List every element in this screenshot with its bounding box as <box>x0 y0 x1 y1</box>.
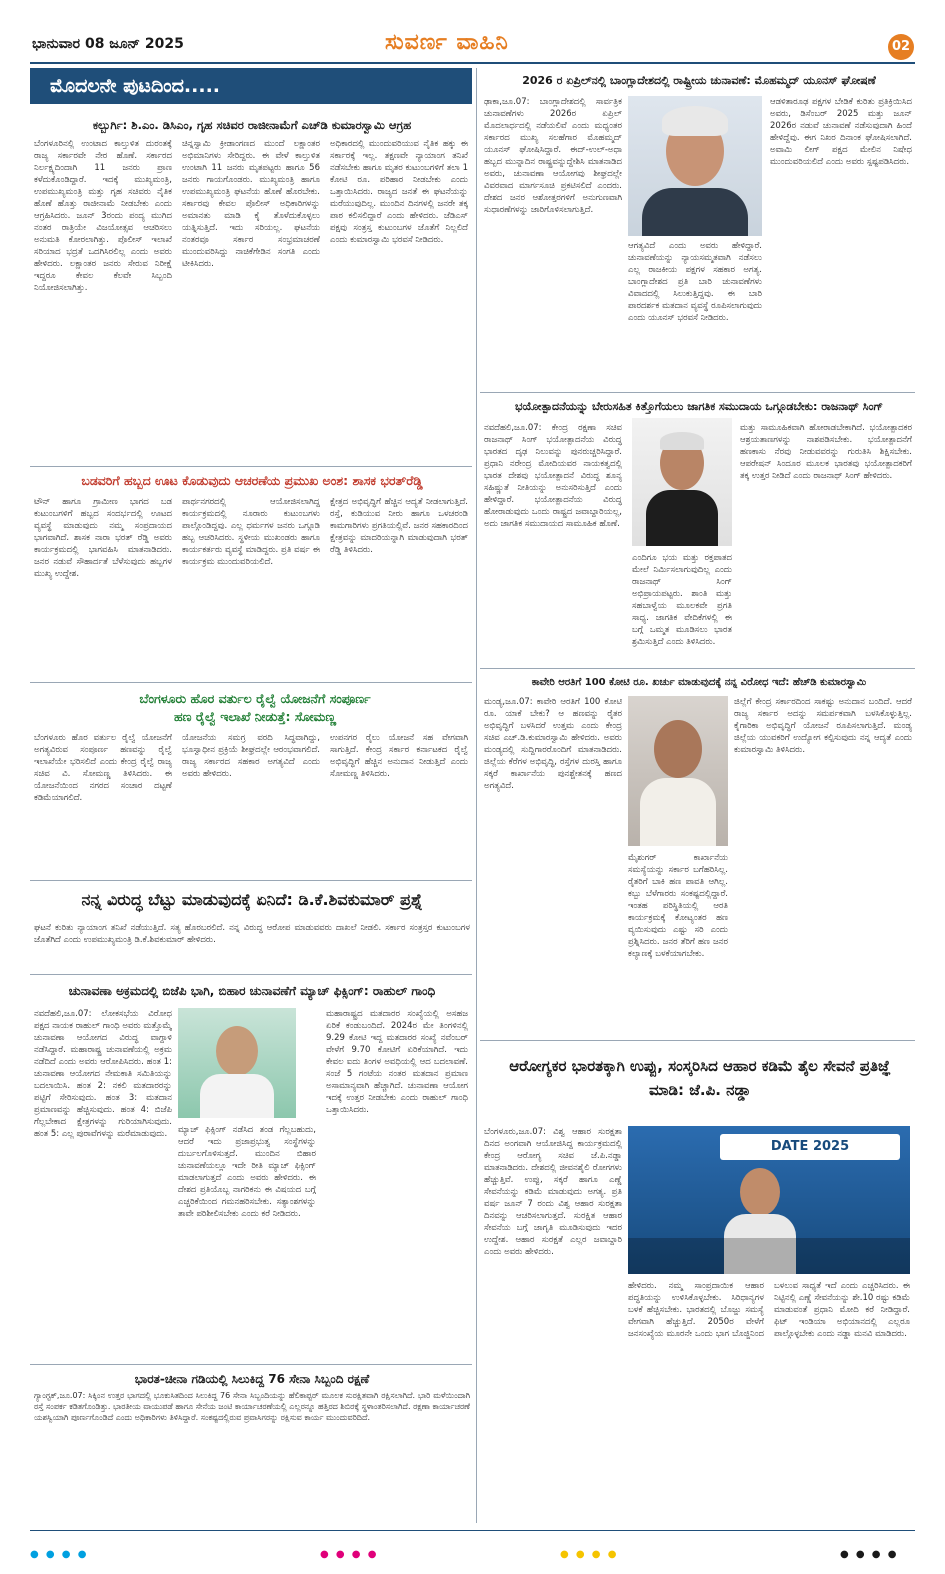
rahul-gandhi-photo <box>178 1008 296 1118</box>
yunus-photo <box>628 96 762 236</box>
registration-marks-right: ● ● ● ● <box>840 1549 899 1560</box>
rajnath-body-col1: ನವದೆಹಲಿ,ಜೂ.07: ಕೇಂದ್ರ ರಕ್ಷಣಾ ಸಚಿವ ರಾಜನಾಥ್ ಸಿಂಗ್ ಭಯೋತ್ಪಾದನೆಯ ವಿರುದ್ಧ ಭಾರತದ ದೃಢ ನಿಲುವನ್ನು ಪುನರುಚ್ಚರಿಸಿದ್ದಾರೆ. ಪ್ರಧಾನಿ ನರೇಂದ್ರ ಮೋದಿಯವರ ನಾಯಕತ್ವದಲ್ಲಿ ಭಾರತ ದೇಶವು ಭಯೋತ್ಪಾದನೆ ವಿರುದ್ಧ ಶೂನ್ಯ ಸಹಿಷ್ಣುತೆ ನೀತಿಯನ್ನು ಅನುಸರಿಸುತ್ತಿದೆ ಎಂದು ಹೇಳಿದ್ದಾರೆ. ಭಯೋತ್ಪಾದನೆಯ ವಿರುದ್ಧ ಹೋರಾಡುವುದು ಒಂದು ರಾಷ್ಟ್ರದ ಜವಾಬ್ದಾರಿಯಲ್ಲ, ಅದು ಜಾಗತಿಕ ಸಮುದಾಯದ ಸಾಮೂಹಿಕ ಹೊಣೆ. <box>484 423 622 529</box>
dks-body: ಘಟನೆ ಕುರಿತು ನ್ಯಾಯಾಂಗ ತನಿಖೆ ನಡೆಯುತ್ತಿದೆ. ಸತ್ಯ ಹೊರಬರಲಿದೆ. ನನ್ನ ವಿರುದ್ಧ ಆರೋಪ ಮಾಡುವವರು ದಾಖಲೆ ನೀಡಲಿ. ಸರ್ಕಾರ ಸಂತ್ರಸ್ತರ ಕುಟುಂಬಗಳ ಜೊತೆಗಿದೆ ಎಂದು ಉಪಮುಖ್ಯಮಂತ್ರಿ ಡಿ.ಕೆ.ಶಿವಕುಮಾರ್ ಹೇಳಿದರು. <box>34 923 470 945</box>
nadda-body-col1: ಬೆಂಗಳೂರು,ಜೂ.07: ವಿಶ್ವ ಆಹಾರ ಸುರಕ್ಷತಾ ದಿನದ ಅಂಗವಾಗಿ ಆಯೋಜಿಸಿದ್ದ ಕಾರ್ಯಕ್ರಮದಲ್ಲಿ ಕೇಂದ್ರ ಆರೋಗ್ಯ ಸಚಿವ ಜೆ.ಪಿ.ನಡ್ಡಾ ಮಾತನಾಡಿದರು. ದೇಶದಲ್ಲಿ ಜೀವನಶೈಲಿ ರೋಗಗಳು ಹೆಚ್ಚುತ್ತಿವೆ. ಉಪ್ಪು, ಸಕ್ಕರೆ ಹಾಗೂ ಎಣ್ಣೆ ಸೇವನೆಯನ್ನು ಕಡಿಮೆ ಮಾಡುವುದು ಅಗತ್ಯ. ಪ್ರತಿ ವರ್ಷ ಜೂನ್ 7 ರಂದು ವಿಶ್ವ ಆಹಾರ ಸುರಕ್ಷತಾ ದಿನವನ್ನು ಆಚರಿಸಲಾಗುತ್ತದೆ. ಸುರಕ್ಷಿತ ಆಹಾರ ಸೇವನೆಯ ಬಗ್ಗೆ ಜಾಗೃತಿ ಮೂಡಿಸುವುದು ಇದರ ಉದ್ದೇಶ. ಆಹಾರ ಸುರಕ್ಷತೆ ಎಲ್ಲರ ಜವಾಬ್ದಾರಿ ಎಂದು ಅವರು ಹೇಳಿದರು. <box>484 1127 622 1257</box>
nadda-headline: ಆರೋಗ್ಯಕರ ಭಾರತಕ್ಕಾಗಿ ಉಪ್ಪು, ಸಂಸ್ಕರಿಸಿದ ಆಹಾರ ಕಡಿಮೆ ತೈಲ ಸೇವನೆ ಪ್ರತಿಜ್ಞೆ ಮಾಡಿ: ಜೆ.ಪಿ. ನಡ್ಡಾ <box>509 1057 891 1099</box>
registration-marks-center-right: ● ● ● ● <box>560 1549 619 1560</box>
rajnath-body-col3: ಮತ್ತು ಸಾಮೂಹಿಕವಾಗಿ ಹೋರಾಡಬೇಕಾಗಿದೆ. ಭಯೋತ್ಪಾದಕರ ಆಶ್ರಯತಾಣಗಳನ್ನು ನಾಶಪಡಿಸಬೇಕು. ಭಯೋತ್ಪಾದನೆಗೆ ಹಣಕಾಸು ನೆರವು ನೀಡುವವರನ್ನು ಗುರುತಿಸಿ ಶಿಕ್ಷಿಸಬೇಕು. ಆಪರೇಷನ್ ಸಿಂದೂರ ಮೂಲಕ ಭಾರತವು ಭಯೋತ್ಪಾದಕರಿಗೆ ತಕ್ಕ ಉತ್ತರ ನೀಡಿದೆ ಎಂದು ರಾಜನಾಥ್ ಸಿಂಗ್ ಹೇಳಿದರು. <box>740 423 912 481</box>
yunus-headline: 2026 ರ ಏಪ್ರಿಲ್‌ನಲ್ಲಿ ಬಾಂಗ್ಲಾದೇಶದಲ್ಲಿ ರಾಷ್ಟ್ರೀಯ ಚುನಾವಣೆ: ಮೊಹಮ್ಮದ್ ಯೂನಸ್ ಘೋಷಣೆ <box>522 74 876 87</box>
issue-date: ಭಾನುವಾರ 08 ಜೂನ್ 2025 <box>32 36 184 52</box>
somanna-body-col3: ಉಪನಗರ ರೈಲು ಯೋಜನೆ ಸಹ ವೇಗವಾಗಿ ಸಾಗುತ್ತಿದೆ. ಕೇಂದ್ರ ಸರ್ಕಾರ ಕರ್ನಾಟಕದ ರೈಲ್ವೆ ಅಭಿವೃದ್ಧಿಗೆ ಹೆಚ್ಚಿನ ಅನುದಾನ ನೀಡುತ್ತಿದೆ ಎಂದು ಸೋಮಣ್ಣ ತಿಳಿಸಿದರು. <box>330 733 468 779</box>
kumaraswamy-body-col3: ಅಧಿಕಾರದಲ್ಲಿ ಮುಂದುವರಿಯುವ ನೈತಿಕ ಹಕ್ಕು ಈ ಸರ್ಕಾರಕ್ಕೆ ಇಲ್ಲ. ತಕ್ಷಣವೇ ನ್ಯಾಯಾಂಗ ತನಿಖೆ ನಡೆಸಬೇಕು ಹಾಗೂ ಮೃತರ ಕುಟುಂಬಗಳಿಗೆ ತಲಾ 1 ಕೋಟಿ ರೂ. ಪರಿಹಾರ ನೀಡಬೇಕು ಎಂದು ಒತ್ತಾಯಿಸಿದರು. ರಾಜ್ಯದ ಜನತೆ ಈ ಘಟನೆಯನ್ನು ಮರೆಯುವುದಿಲ್ಲ. ಮುಂದಿನ ದಿನಗಳಲ್ಲಿ ಜನರೇ ತಕ್ಕ ಪಾಠ ಕಲಿಸಲಿದ್ದಾರೆ ಎಂದು ಹೇಳಿದರು. ಜೆಡಿಎಸ್ ಪಕ್ಷವು ಸಂತ್ರಸ್ತ ಕುಟುಂಬಗಳ ಜೊತೆಗೆ ನಿಲ್ಲಲಿದೆ ಎಂದು ಕುಮಾರಸ್ವಾಮಿ ಭರವಸೆ ನೀಡಿದರು. <box>330 139 468 245</box>
kumaraswamy-headline: ಕಲ್ಬುರ್ಗಿ: ಶಿ.ಎಂ. ಡಿಸಿಎಂ, ಗೃಹ ಸಚಿವರ ರಾಜೀನಾಮೆಗೆ ಎಚ್‌ಡಿ ಕುಮಾರಸ್ವಾಮಿ ಆಗ್ರಹ <box>92 118 412 132</box>
page-number-badge: 02 <box>888 34 914 60</box>
yunus-body-col1: ಢಾಕಾ,ಜೂ.07: ಬಾಂಗ್ಲಾದೇಶದಲ್ಲಿ ಸಾರ್ವತ್ರಿಕ ಚುನಾವಣೆಗಳು 2026ರ ಏಪ್ರಿಲ್ ಮೊದಲಾರ್ಧದಲ್ಲಿ ನಡೆಯಲಿವೆ ಎಂದು ಮಧ್ಯಂತರ ಸರ್ಕಾರದ ಮುಖ್ಯ ಸಲಹೆಗಾರ ಮೊಹಮ್ಮದ್ ಯೂನಸ್ ಘೋಷಿಸಿದ್ದಾರೆ. ಈದ್-ಉಲ್-ಅಧಾ ಹಬ್ಬದ ಮುನ್ನಾದಿನ ರಾಷ್ಟ್ರವನ್ನುದ್ದೇಶಿಸಿ ಮಾತನಾಡಿದ ಅವರು, ಚುನಾವಣಾ ಆಯೋಗವು ಶೀಘ್ರದಲ್ಲೇ ವಿವರವಾದ ಮಾರ್ಗಸೂಚಿ ಪ್ರಕಟಿಸಲಿದೆ ಎಂದರು. ದೇಶದ ಜನರ ಆಶೋತ್ತರಗಳಿಗೆ ಅನುಗುಣವಾಗಿ ಸುಧಾರಣೆಗಳನ್ನು ಜಾರಿಗೊಳಿಸಲಾಗುತ್ತಿದೆ. <box>484 97 622 215</box>
column-divider <box>476 68 477 1523</box>
hd-kumaraswamy-photo <box>628 696 728 846</box>
rahul-body-col1: ನವದೆಹಲಿ,ಜೂ.07: ಲೋಕಸಭೆಯ ವಿರೋಧ ಪಕ್ಷದ ನಾಯಕ ರಾಹುಲ್ ಗಾಂಧಿ ಅವರು ಮತ್ತೊಮ್ಮೆ ಚುನಾವಣಾ ಆಯೋಗದ ವಿರುದ್ಧ ವಾಗ್ದಾಳಿ ನಡೆಸಿದ್ದಾರೆ. ಮಹಾರಾಷ್ಟ್ರ ಚುನಾವಣೆಯಲ್ಲಿ ಅಕ್ರಮ ನಡೆದಿದೆ ಎಂದು ಅವರು ಆರೋಪಿಸಿದರು. ಹಂತ 1: ಚುನಾವಣಾ ಆಯೋಗದ ನೇಮಕಾತಿ ಸಮಿತಿಯನ್ನು ಬದಲಾಯಿಸಿ. ಹಂತ 2: ನಕಲಿ ಮತದಾರರನ್ನು ಪಟ್ಟಿಗೆ ಸೇರಿಸುವುದು. ಹಂತ 3: ಮತದಾನ ಪ್ರಮಾಣವನ್ನು ಹೆಚ್ಚಿಸುವುದು. ಹಂತ 4: ಬಿಜೆಪಿ ಗೆಲ್ಲಬೇಕಾದ ಕ್ಷೇತ್ರಗಳನ್ನು ಗುರಿಯಾಗಿಸುವುದು. ಹಂತ 5: ಎಲ್ಲ ಪುರಾವೆಗಳನ್ನು ಮರೆಮಾಡುವುದು. <box>34 1009 172 1139</box>
event-banner-text: DATE 2025 <box>720 1134 900 1160</box>
masthead <box>385 30 509 55</box>
dks-headline: ನನ್ನ ವಿರುದ್ಧ ಬೆಟ್ಟು ಮಾಡುವುದಕ್ಕೆ ಏನಿದೆ: ಡಿ.ಕೆ.ಶಿವಕುಮಾರ್ ಪ್ರಶ್ನೆ <box>81 890 423 909</box>
separator <box>30 1364 472 1365</box>
nadda-body-col2: ಹೇಳಿದರು. ನಮ್ಮ ಸಾಂಪ್ರದಾಯಿಕ ಆಹಾರ ಪದ್ಧತಿಯನ್ನು ಉಳಿಸಿಕೊಳ್ಳಬೇಕು. ಸಿರಿಧಾನ್ಯಗಳ ಬಳಕೆ ಹೆಚ್ಚಿಸಬೇಕು. ಭಾರತದಲ್ಲಿ ಬೊಜ್ಜು ಸಮಸ್ಯೆ ವೇಗವಾಗಿ ಹೆಚ್ಚುತ್ತಿದೆ. 2050ರ ವೇಳೆಗೆ ಜನಸಂಖ್ಯೆಯ ಮೂರನೇ ಒಂದು ಭಾಗ ಬೊಜ್ಜಿನಿಂದ ಬಳಲುವ ಸಾಧ್ಯತೆ ಇದೆ ಎಂದು ಎಚ್ಚರಿಸಿದರು. ಈ ನಿಟ್ಟಿನಲ್ಲಿ ಎಣ್ಣೆ ಸೇವನೆಯನ್ನು ಶೇ.10 ರಷ್ಟು ಕಡಿಮೆ ಮಾಡುವಂತೆ ಪ್ರಧಾನಿ ಮೋದಿ ಕರೆ ನೀಡಿದ್ದಾರೆ. ಫಿಟ್ ಇಂಡಿಯಾ ಅಭಿಯಾನದಲ್ಲಿ ಎಲ್ಲರೂ ಪಾಲ್ಗೊಳ್ಳಬೇಕು ಎಂದು ನಡ್ಡಾ ಮನವಿ ಮಾಡಿದರು. <box>628 1281 910 1339</box>
registration-marks-center-left: ● ● ● ● <box>320 1549 379 1560</box>
hdk-cauvery-body-col3: ಜಿಲ್ಲೆಗೆ ಕೇಂದ್ರ ಸರ್ಕಾರದಿಂದ ಸಾಕಷ್ಟು ಅನುದಾನ ಬಂದಿದೆ. ಆದರೆ ರಾಜ್ಯ ಸರ್ಕಾರ ಅದನ್ನು ಸಮರ್ಪಕವಾಗಿ ಬಳಸಿಕೊಳ್ಳುತ್ತಿಲ್ಲ. ಕೈಗಾರಿಕಾ ಅಭಿವೃದ್ಧಿಗೆ ಯೋಜನೆ ರೂಪಿಸಲಾಗುತ್ತಿದೆ. ಮಂಡ್ಯ ಜಿಲ್ಲೆಯ ಯುವಕರಿಗೆ ಉದ್ಯೋಗ ಕಲ್ಪಿಸುವುದು ನನ್ನ ಆದ್ಯತೆ ಎಂದು ಕುಮಾರಸ್ವಾಮಿ ತಿಳಿಸಿದರು. <box>734 697 912 755</box>
rajnath-headline: ಭಯೋತ್ಪಾದನೆಯನ್ನು ಬೇರುಸಹಿತ ಕಿತ್ತೊಗೆಯಲು ಜಾಗತಿಕ ಸಮುದಾಯ ಒಗ್ಗೂಡಬೇಕು: ರಾಜನಾಥ್ ಸಿಂಗ್ <box>514 400 884 413</box>
bharath-reddy-body-col1: ಟೌನ್ ಹಾಗೂ ಗ್ರಾಮೀಣ ಭಾಗದ ಬಡ ಕುಟುಂಬಗಳಿಗೆ ಹಬ್ಬದ ಸಂದರ್ಭದಲ್ಲಿ ಊಟದ ವ್ಯವಸ್ಥೆ ಮಾಡುವುದು ನಮ್ಮ ಸಂಪ್ರದಾಯದ ಭಾಗವಾಗಿದೆ. ಶಾಸಕ ನಾರಾ ಭರತ್ ರೆಡ್ಡಿ ಅವರು ಕಾರ್ಯಕ್ರಮದಲ್ಲಿ ಭಾಗವಹಿಸಿ ಮಾತನಾಡಿದರು. ಜನರ ನಡುವೆ ಸೌಹಾರ್ದತೆ ಬೆಳೆಸುವುದು ಹಬ್ಬಗಳ ಮುಖ್ಯ ಉದ್ದೇಶ. <box>34 497 172 579</box>
kumaraswamy-body-col2: ಚಿನ್ನಸ್ವಾಮಿ ಕ್ರೀಡಾಂಗಣದ ಮುಂದೆ ಲಕ್ಷಾಂತರ ಅಭಿಮಾನಿಗಳು ಸೇರಿದ್ದರು. ಈ ವೇಳೆ ಕಾಲ್ತುಳಿತ ಉಂಟಾಗಿ 11 ಜನರು ಮೃತಪಟ್ಟರು ಹಾಗೂ 56 ಜನರು ಗಾಯಗೊಂಡರು. ಮುಖ್ಯಮಂತ್ರಿ ಹಾಗೂ ಉಪಮುಖ್ಯಮಂತ್ರಿ ಘಟನೆಯ ಹೊಣೆ ಹೊರಬೇಕು. ಸರ್ಕಾರವು ಕೇವಲ ಪೊಲೀಸ್ ಅಧಿಕಾರಿಗಳನ್ನು ಅಮಾನತು ಮಾಡಿ ಕೈ ತೊಳೆದುಕೊಳ್ಳಲು ಯತ್ನಿಸುತ್ತಿದೆ. ಇದು ಸರಿಯಲ್ಲ. ಘಟನೆಯ ನಂತರವೂ ಸರ್ಕಾರ ಸಂಭ್ರಮಾಚರಣೆ ಮುಂದುವರಿಸಿದ್ದು ನಾಚಿಕೆಗೇಡಿನ ಸಂಗತಿ ಎಂದು ಟೀಕಿಸಿದರು. <box>182 139 320 269</box>
separator <box>30 682 472 683</box>
rahul-body-col2: ಮ್ಯಾಚ್ ಫಿಕ್ಸಿಂಗ್ ನಡೆಸಿದ ತಂಡ ಗೆಲ್ಲಬಹುದು, ಆದರೆ ಇದು ಪ್ರಜಾಪ್ರಭುತ್ವ ಸಂಸ್ಥೆಗಳನ್ನು ದುರ್ಬಲಗೊಳಿಸುತ್ತದೆ. ಮುಂದಿನ ಬಿಹಾರ ಚುನಾವಣೆಯಲ್ಲೂ ಇದೇ ರೀತಿ ಮ್ಯಾಚ್ ಫಿಕ್ಸಿಂಗ್ ಮಾಡಲಾಗುತ್ತದೆ ಎಂದು ಅವರು ಹೇಳಿದರು. ಈ ದೇಶದ ಪ್ರತಿಯೊಬ್ಬ ನಾಗರಿಕನು ಈ ವಿಷಯದ ಬಗ್ಗೆ ಎಚ್ಚರಿಕೆಯಿಂದ ಗಮನಹರಿಸಬೇಕು. ಸತ್ಯಾಂಶಗಳನ್ನು ತಾವೇ ಪರಿಶೀಲಿಸಬೇಕು ಎಂದು ಕರೆ ನೀಡಿದರು. <box>178 1125 316 1219</box>
rajnath-singh-photo <box>632 418 732 546</box>
bharath-reddy-body-col2: ಪಾರ್ಥನಗರದಲ್ಲಿ ಆಯೋಜಿಸಲಾಗಿದ್ದ ಕಾರ್ಯಕ್ರಮದಲ್ಲಿ ನೂರಾರು ಕುಟುಂಬಗಳು ಪಾಲ್ಗೊಂಡಿದ್ದವು. ಎಲ್ಲ ಧರ್ಮಗಳ ಜನರು ಒಗ್ಗೂಡಿ ಹಬ್ಬ ಆಚರಿಸಿದರು. ಸ್ಥಳೀಯ ಮುಖಂಡರು ಹಾಗೂ ಕಾರ್ಯಕರ್ತರು ವ್ಯವಸ್ಥೆ ಮಾಡಿದ್ದರು. ಪ್ರತಿ ವರ್ಷ ಈ ಕಾರ್ಯಕ್ರಮ ಮುಂದುವರಿಯಲಿದೆ. <box>182 497 320 567</box>
registration-marks-left: ● ● ● ● <box>30 1549 89 1560</box>
sena-body: ಗ್ಯಾಂಗ್ಟಕ್,ಜೂ.07: ಸಿಕ್ಕಿಂನ ಉತ್ತರ ಭಾಗದಲ್ಲಿ ಭೂಕುಸಿತದಿಂದ ಸಿಲುಕಿದ್ದ 76 ಸೇನಾ ಸಿಬ್ಬಂದಿಯನ್ನು ಹೆಲಿಕಾಪ್ಟರ್ ಮೂಲಕ ಸುರಕ್ಷಿತವಾಗಿ ರಕ್ಷಿಸಲಾಗಿದೆ. ಭಾರಿ ಮಳೆಯಿಂದಾಗಿ ರಸ್ತೆ ಸಂಪರ್ಕ ಕಡಿತಗೊಂಡಿತ್ತು. ಭಾರತೀಯ ವಾಯುಪಡೆ ಹಾಗೂ ಸೇನೆಯ ಜಂಟಿ ಕಾರ್ಯಾಚರಣೆಯಲ್ಲಿ ಎಲ್ಲರನ್ನೂ ಹತ್ತಿರದ ಶಿಬಿರಕ್ಕೆ ಸ್ಥಳಾಂತರಿಸಲಾಗಿದೆ. ರಕ್ಷಣಾ ಕಾರ್ಯಾಚರಣೆ ಯಶಸ್ವಿಯಾಗಿ ಪೂರ್ಣಗೊಂಡಿದೆ ಎಂದು ಅಧಿಕಾರಿಗಳು ತಿಳಿಸಿದ್ದಾರೆ. ಸಂಕಷ್ಟದಲ್ಲಿರುವ ಪ್ರವಾಸಿಗರನ್ನು ರಕ್ಷಿಸುವ ಕಾರ್ಯ ಮುಂದುವರಿದಿದೆ. <box>34 1391 470 1422</box>
hdk-cauvery-body-col1: ಮಂಡ್ಯ,ಜೂ.07: ಕಾವೇರಿ ಆರತಿಗೆ 100 ಕೋಟಿ ರೂ. ಯಾಕೆ ಬೇಕು? ಆ ಹಣವನ್ನು ರೈತರ ಅಭಿವೃದ್ಧಿಗೆ ಬಳಸಿದರೆ ಉತ್ತಮ ಎಂದು ಕೇಂದ್ರ ಸಚಿವ ಎಚ್.ಡಿ.ಕುಮಾರಸ್ವಾಮಿ ಹೇಳಿದರು. ಅವರು ಮಂಡ್ಯದಲ್ಲಿ ಸುದ್ದಿಗಾರರೊಂದಿಗೆ ಮಾತನಾಡಿದರು. ಜಿಲ್ಲೆಯ ಕೆರೆಗಳ ಅಭಿವೃದ್ಧಿ, ರಸ್ತೆಗಳ ದುರಸ್ತಿ ಹಾಗೂ ಸಕ್ಕರೆ ಕಾರ್ಖಾನೆಯ ಪುನಶ್ಚೇತನಕ್ಕೆ ಹಣದ ಅಗತ್ಯವಿದೆ. <box>484 697 622 791</box>
yunus-body-col2: ಆಗತ್ಯವಿದೆ ಎಂದು ಅವರು ಹೇಳಿದ್ದಾರೆ. ಚುನಾವಣೆಯನ್ನು ನ್ಯಾಯಸಮ್ಮತವಾಗಿ ನಡೆಸಲು ಎಲ್ಲ ರಾಜಕೀಯ ಪಕ್ಷಗಳ ಸಹಕಾರ ಅಗತ್ಯ. ಬಾಂಗ್ಲಾದೇಶದ ಪ್ರತಿ ಬಾರಿ ಚುನಾವಣೆಗಳು ವಿವಾದದಲ್ಲಿ ಸಿಲುಕುತ್ತಿದ್ದವು. ಈ ಬಾರಿ ಪಾರದರ್ಶಕ ಮತದಾನ ವ್ಯವಸ್ಥೆ ರೂಪಿಸಲಾಗುವುದು ಎಂದು ಯೂನಸ್ ಭರವಸೆ ನೀಡಿದರು. <box>628 241 762 323</box>
somanna-body-col1: ಬೆಂಗಳೂರು ಹೊರ ವರ್ತುಲ ರೈಲ್ವೆ ಯೋಜನೆಗೆ ಅಗತ್ಯವಿರುವ ಸಂಪೂರ್ಣ ಹಣವನ್ನು ರೈಲ್ವೆ ಇಲಾಖೆಯೇ ಭರಿಸಲಿದೆ ಎಂದು ಕೇಂದ್ರ ರೈಲ್ವೆ ರಾಜ್ಯ ಸಚಿವ ವಿ. ಸೋಮಣ್ಣ ತಿಳಿಸಿದರು. ಈ ಯೋಜನೆಯಿಂದ ನಗರದ ಸಂಚಾರ ದಟ್ಟಣೆ ಕಡಿಮೆಯಾಗಲಿದೆ. <box>34 733 172 803</box>
separator <box>30 974 472 975</box>
separator <box>480 668 915 669</box>
somanna-body-col2: ಯೋಜನೆಯ ಸಮಗ್ರ ವರದಿ ಸಿದ್ಧವಾಗಿದ್ದು, ಭೂಸ್ವಾಧೀನ ಪ್ರಕ್ರಿಯೆ ಶೀಘ್ರದಲ್ಲೇ ಆರಂಭವಾಗಲಿದೆ. ರಾಜ್ಯ ಸರ್ಕಾರದ ಸಹಕಾರ ಅಗತ್ಯವಿದೆ ಎಂದು ಅವರು ಹೇಳಿದರು. <box>182 733 320 779</box>
bharath-reddy-headline: ಬಡವರಿಗೆ ಹಬ್ಬದ ಊಟ ಕೊಡುವುದು ಆಚರಣೆಯ ಪ್ರಮುಖ ಅಂಶ: ಶಾಸಕ ಭರತ್‌ರೆಡ್ಡಿ <box>81 473 423 488</box>
separator <box>480 1040 915 1041</box>
yunus-body-col3: ಆಡಳಿತಾರೂಢ ಪಕ್ಷಗಳ ಬೇಡಿಕೆ ಕುರಿತು ಪ್ರತಿಕ್ರಿಯಿಸಿದ ಅವರು, ಡಿಸೆಂಬರ್ 2025 ಮತ್ತು ಜೂನ್ 2026ರ ನಡುವೆ ಚುನಾವಣೆ ನಡೆಸುವುದಾಗಿ ಹಿಂದೆ ಹೇಳಿದ್ದೆವು. ಈಗ ನಿಖರ ದಿನಾಂಕ ಘೋಷಿಸಲಾಗಿದೆ. ಅವಾಮಿ ಲೀಗ್ ಪಕ್ಷದ ಮೇಲಿನ ನಿಷೇಧ ಮುಂದುವರಿಯಲಿದೆ ಎಂದು ಅವರು ಸ್ಪಷ್ಟಪಡಿಸಿದರು. <box>770 97 912 167</box>
separator <box>30 466 472 467</box>
header-rule <box>30 62 915 64</box>
hdk-cauvery-headline: ಕಾವೇರಿ ಆರತಿಗೆ 100 ಕೋಟಿ ರೂ. ಖರ್ಚು ಮಾಡುವುದಕ್ಕೆ ನನ್ನ ವಿರೋಧ ಇದೆ: ಹೆಚ್‌ಡಿ ಕುಮಾರಸ್ವಾಮಿ <box>531 677 867 688</box>
separator <box>30 880 472 881</box>
rajnath-body-col2: ಎಂದಿಗೂ ಭಯ ಮತ್ತು ರಕ್ತಪಾತದ ಮೇಲೆ ನಿರ್ಮಿಸಲಾಗುವುದಿಲ್ಲ ಎಂದು ರಾಜನಾಥ್ ಸಿಂಗ್ ಅಭಿಪ್ರಾಯಪಟ್ಟರು. ಶಾಂತಿ ಮತ್ತು ಸಹಬಾಳ್ವೆಯ ಮೂಲಕವೇ ಪ್ರಗತಿ ಸಾಧ್ಯ. ಜಾಗತಿಕ ವೇದಿಕೆಗಳಲ್ಲಿ ಈ ಬಗ್ಗೆ ಒಮ್ಮತ ಮೂಡಿಸಲು ಭಾರತ ಶ್ರಮಿಸುತ್ತಿದೆ ಎಂದು ತಿಳಿಸಿದರು. <box>632 553 732 647</box>
kumaraswamy-body-col1: ಬೆಂಗಳೂರಿನಲ್ಲಿ ಉಂಟಾದ ಕಾಲ್ತುಳಿತ ದುರಂತಕ್ಕೆ ರಾಜ್ಯ ಸರ್ಕಾರವೇ ನೇರ ಹೊಣೆ. ಸರ್ಕಾರದ ನಿರ್ಲಕ್ಷ್ಯದಿಂದಾಗಿ 11 ಜನರು ಪ್ರಾಣ ಕಳೆದುಕೊಂಡಿದ್ದಾರೆ. ಇದಕ್ಕೆ ಮುಖ್ಯಮಂತ್ರಿ, ಉಪಮುಖ್ಯಮಂತ್ರಿ ಮತ್ತು ಗೃಹ ಸಚಿವರು ನೈತಿಕ ಹೊಣೆ ಹೊತ್ತು ರಾಜೀನಾಮೆ ನೀಡಬೇಕು ಎಂದು ಆಗ್ರಹಿಸಿದರು. ಜೂನ್ 3ರಂದು ಪಂದ್ಯ ಮುಗಿದ ನಂತರ ರಾತ್ರಿಯೇ ವಿಜಯೋತ್ಸವ ಆಚರಿಸಲು ಅನುಮತಿ ಕೋರಲಾಗಿತ್ತು. ಪೊಲೀಸ್ ಇಲಾಖೆ ಸರಿಯಾದ ಭದ್ರತೆ ಒದಗಿಸಿರಲಿಲ್ಲ ಎಂದು ಅವರು ಹೇಳಿದರು. ಲಕ್ಷಾಂತರ ಜನರು ಸೇರುವ ನಿರೀಕ್ಷೆ ಇದ್ದರೂ ಕೇವಲ ಕೆಲವೇ ಸಿಬ್ಬಂದಿ ನಿಯೋಜಿಸಲಾಗಿತ್ತು. <box>34 139 172 293</box>
rahul-headline: ಚುನಾವಣಾ ಅಕ್ರಮದಲ್ಲಿ ಬಿಜೆಪಿ ಭಾಗಿ, ಬಿಹಾರ ಚುನಾವಣೆಗೆ ಮ್ಯಾಚ್ ಫಿಕ್ಸಿಂಗ್: ರಾಹುಲ್ ಗಾಂಧಿ <box>68 984 436 998</box>
section-banner: ಮೊದಲನೇ ಪುಟದಿಂದ..... <box>30 68 472 104</box>
rahul-body-col3: ಮಹಾರಾಷ್ಟ್ರದ ಮತದಾರರ ಸಂಖ್ಯೆಯಲ್ಲಿ ಅಸಹಜ ಏರಿಕೆ ಕಂಡುಬಂದಿದೆ. 2024ರ ಮೇ ತಿಂಗಳಿನಲ್ಲಿ 9.29 ಕೋಟಿ ಇದ್ದ ಮತದಾರರ ಸಂಖ್ಯೆ ನವೆಂಬರ್ ವೇಳೆಗೆ 9.70 ಕೋಟಿಗೆ ಏರಿಕೆಯಾಗಿದೆ. ಇದು ಕೇವಲ ಐದು ತಿಂಗಳ ಅವಧಿಯಲ್ಲಿ ಆದ ಬದಲಾವಣೆ. ಸಂಜೆ 5 ಗಂಟೆಯ ನಂತರ ಮತದಾನ ಪ್ರಮಾಣ ಅಸಾಮಾನ್ಯವಾಗಿ ಹೆಚ್ಚಾಗಿದೆ. ಚುನಾವಣಾ ಆಯೋಗ ಇದಕ್ಕೆ ಉತ್ತರ ನೀಡಬೇಕು ಎಂದು ರಾಹುಲ್ ಗಾಂಧಿ ಒತ್ತಾಯಿಸಿದರು. <box>326 1009 468 1115</box>
hdk-cauvery-body-col2: ಮೈಶುಗರ್ ಕಾರ್ಖಾನೆಯ ಸಮಸ್ಯೆಯನ್ನು ಸರ್ಕಾರ ಬಗೆಹರಿಸಿಲ್ಲ. ರೈತರಿಗೆ ಬಾಕಿ ಹಣ ಪಾವತಿ ಆಗಿಲ್ಲ. ಕಬ್ಬು ಬೆಳೆಗಾರರು ಸಂಕಷ್ಟದಲ್ಲಿದ್ದಾರೆ. ಇಂತಹ ಪರಿಸ್ಥಿತಿಯಲ್ಲಿ ಆರತಿ ಕಾರ್ಯಕ್ರಮಕ್ಕೆ ಕೋಟ್ಯಂತರ ಹಣ ವ್ಯಯಿಸುವುದು ಎಷ್ಟು ಸರಿ ಎಂದು ಪ್ರಶ್ನಿಸಿದರು. ಜನರ ತೆರಿಗೆ ಹಣ ಜನರ ಕಲ್ಯಾಣಕ್ಕೆ ಬಳಕೆಯಾಗಬೇಕು. <box>628 853 728 959</box>
footer-rule <box>30 1530 915 1531</box>
sena-headline: ಭಾರತ-ಚೀನಾ ಗಡಿಯಲ್ಲಿ ಸಿಲುಕಿದ್ದ 76 ಸೇನಾ ಸಿಬ್ಬಂದಿ ರಕ್ಷಣೆ <box>134 1372 370 1386</box>
nadda-event-photo <box>628 1126 910 1274</box>
bharath-reddy-body-col3: ಕ್ಷೇತ್ರದ ಅಭಿವೃದ್ಧಿಗೆ ಹೆಚ್ಚಿನ ಆದ್ಯತೆ ನೀಡಲಾಗುತ್ತಿದೆ. ರಸ್ತೆ, ಕುಡಿಯುವ ನೀರು ಹಾಗೂ ಒಳಚರಂಡಿ ಕಾಮಗಾರಿಗಳು ಪ್ರಗತಿಯಲ್ಲಿವೆ. ಜನರ ಸಹಕಾರದಿಂದ ಕ್ಷೇತ್ರವನ್ನು ಮಾದರಿಯನ್ನಾಗಿ ಮಾಡುವುದಾಗಿ ಭರತ್ ರೆಡ್ಡಿ ತಿಳಿಸಿದರು. <box>330 497 468 555</box>
separator <box>480 392 915 393</box>
somanna-headline: ಬೆಂಗಳೂರು ಹೊರ ವರ್ತುಲ ರೈಲ್ವೆ ಯೋಜನೆಗೆ ಸಂಪೂರ್ಣ ಹಣ ರೈಲ್ವೆ ಇಲಾಖೆ ನೀಡುತ್ತೆ: ಸೋಮಣ್ಣ <box>139 691 371 724</box>
masthead-title: ಸುವರ್ಣ ವಾಹಿನಿ <box>385 30 509 55</box>
